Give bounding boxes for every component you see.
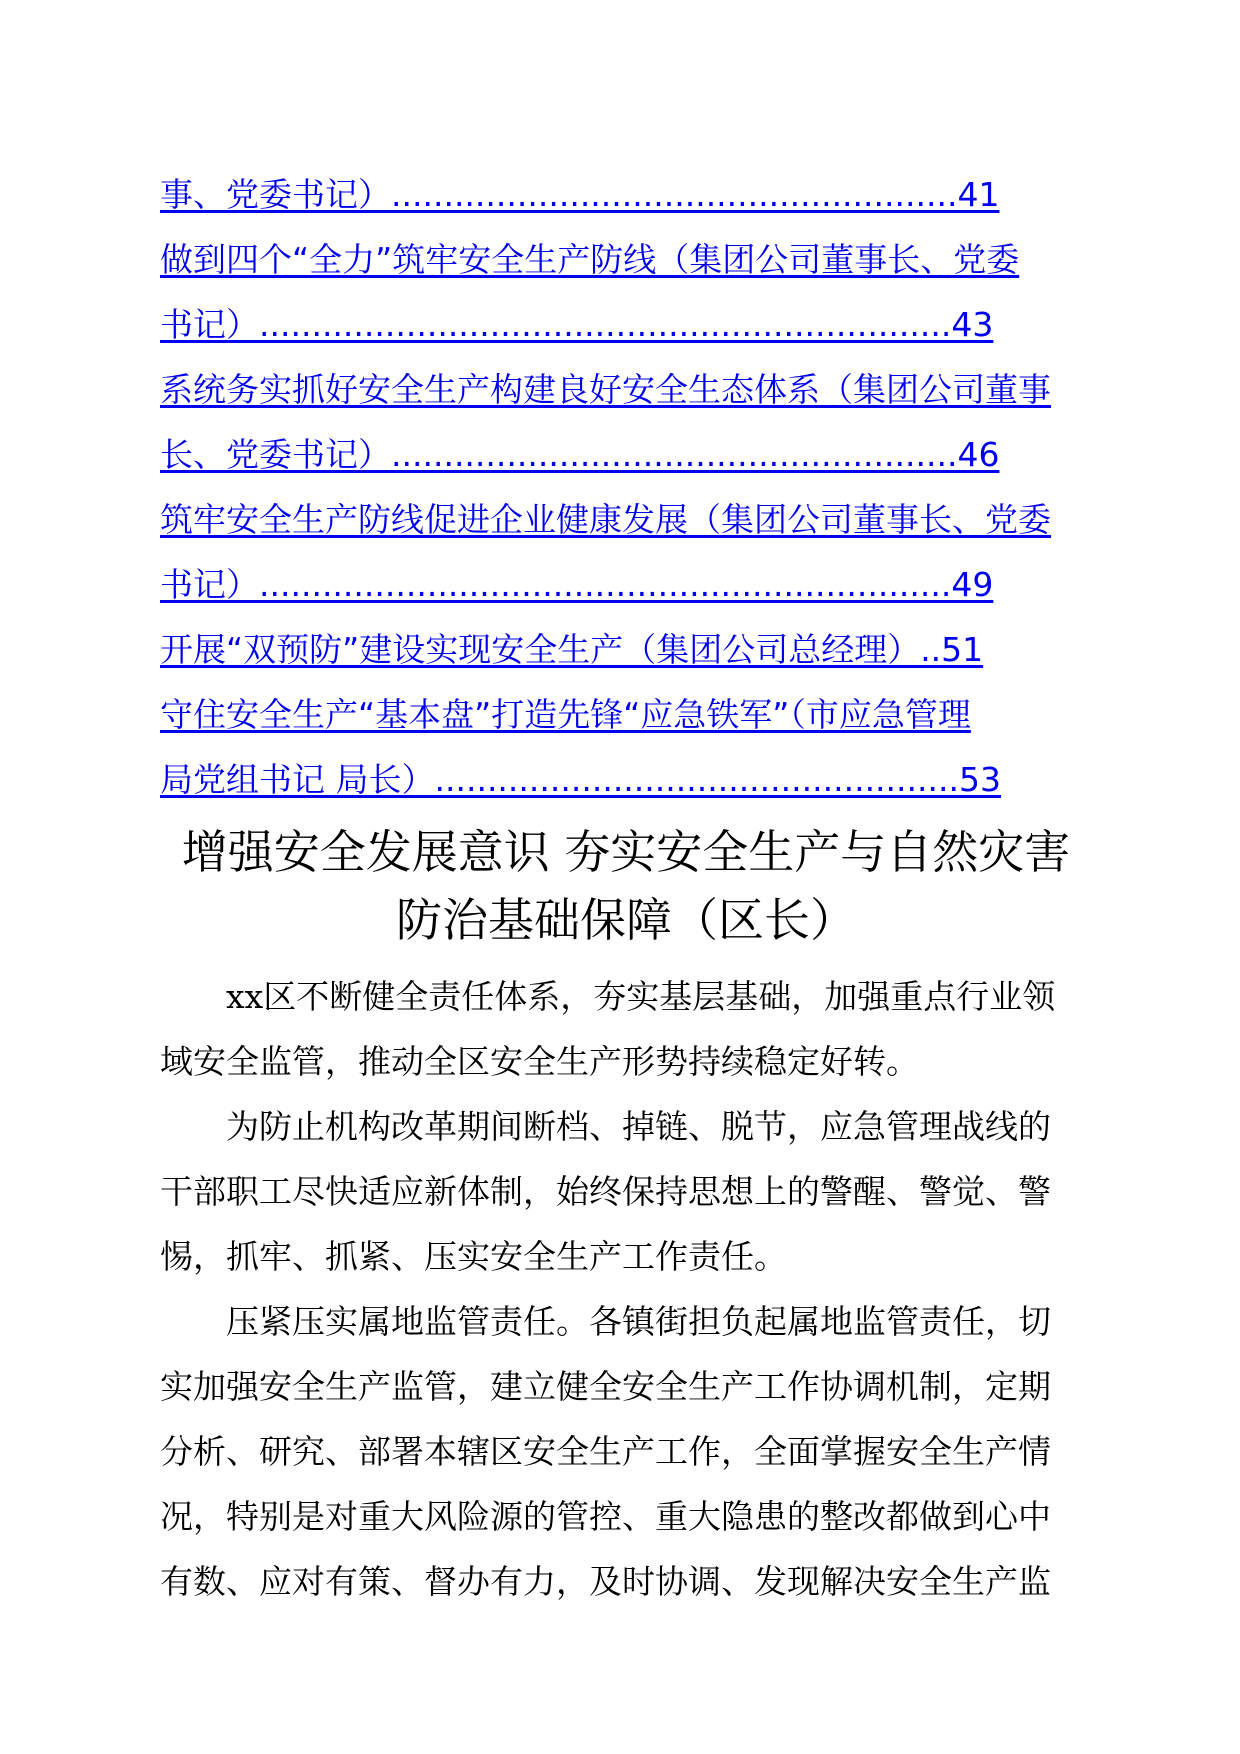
paragraph-1-text: 区不断健全责任体系，夯实基层基础，加强重点行业领 <box>263 977 1056 1016</box>
paragraph-3-line-5: 有数、应对有策、督办有力，及时协调、发现解决安全生产监 <box>160 1562 1051 1601</box>
document-title <box>160 818 1092 954</box>
toc-entry-link[interactable]: 守住安全生产“基本盘”打造先锋“应急铁军”（市应急管理 <box>160 695 971 734</box>
toc-entry-link[interactable]: 筑牢安全生产防线促进企业健康发展（集团公司董事长、党委 <box>160 500 1051 539</box>
paragraph-3-line-2: 实加强安全生产监管，建立健全安全生产工作协调机制，定期 <box>160 1367 1051 1406</box>
paragraph-2-line-1: 为防止机构改革期间断档、掉链、脱节，应急管理战线的 <box>226 1107 1051 1146</box>
toc-entry-link[interactable]: 开展“双预防”建设实现安全生产（集团公司总经理）..51 <box>160 630 984 669</box>
paragraph-2-line-3: 惕，抓牢、抓紧、压实安全生产工作责任。 <box>160 1237 787 1276</box>
toc-entry-link[interactable]: 局党组书记 局长）..................................................53 <box>160 760 1001 799</box>
toc-entry-link[interactable]: 长、党委书记）......................................................46 <box>160 435 1000 474</box>
table-of-contents <box>160 162 1092 812</box>
paragraph-1-line-1 <box>160 964 1092 1029</box>
paragraph-2-line-2: 干部职工尽快适应新体制，始终保持思想上的警醒、警觉、警 <box>160 1172 1051 1211</box>
body-text <box>160 964 1092 1614</box>
toc-entry-link[interactable]: 事、党委书记）......................................................41 <box>160 175 1000 214</box>
toc-entry-link[interactable]: 书记）..................................................................49 <box>160 565 994 604</box>
toc-entry-link[interactable]: 书记）..................................................................43 <box>160 305 994 344</box>
toc-entry-link[interactable]: 做到四个“全力”筑牢安全生产防线（集团公司董事长、党委 <box>160 240 1020 279</box>
paragraph-3-line-3: 分析、研究、部署本辖区安全生产工作，全面掌握安全生产情 <box>160 1432 1051 1471</box>
document-page <box>160 162 1092 1614</box>
title-line-2: 防治基础保障（区长） <box>396 893 856 947</box>
paragraph-3-line-4: 况，特别是对重大风险源的管控、重大隐患的整改都做到心中 <box>160 1497 1051 1536</box>
paragraph-1-prefix: xx <box>226 977 264 1016</box>
paragraph-1-line-2: 域安全监管，推动全区安全生产形势持续稳定好转。 <box>160 1042 919 1081</box>
paragraph-3-line-1: 压紧压实属地监管责任。各镇街担负起属地监管责任，切 <box>226 1302 1051 1341</box>
title-line-1: 增强安全发展意识 夯实安全生产与自然灾害 <box>181 825 1071 879</box>
toc-entry-link[interactable]: 系统务实抓好安全生产构建良好安全生态体系（集团公司董事 <box>160 370 1051 409</box>
